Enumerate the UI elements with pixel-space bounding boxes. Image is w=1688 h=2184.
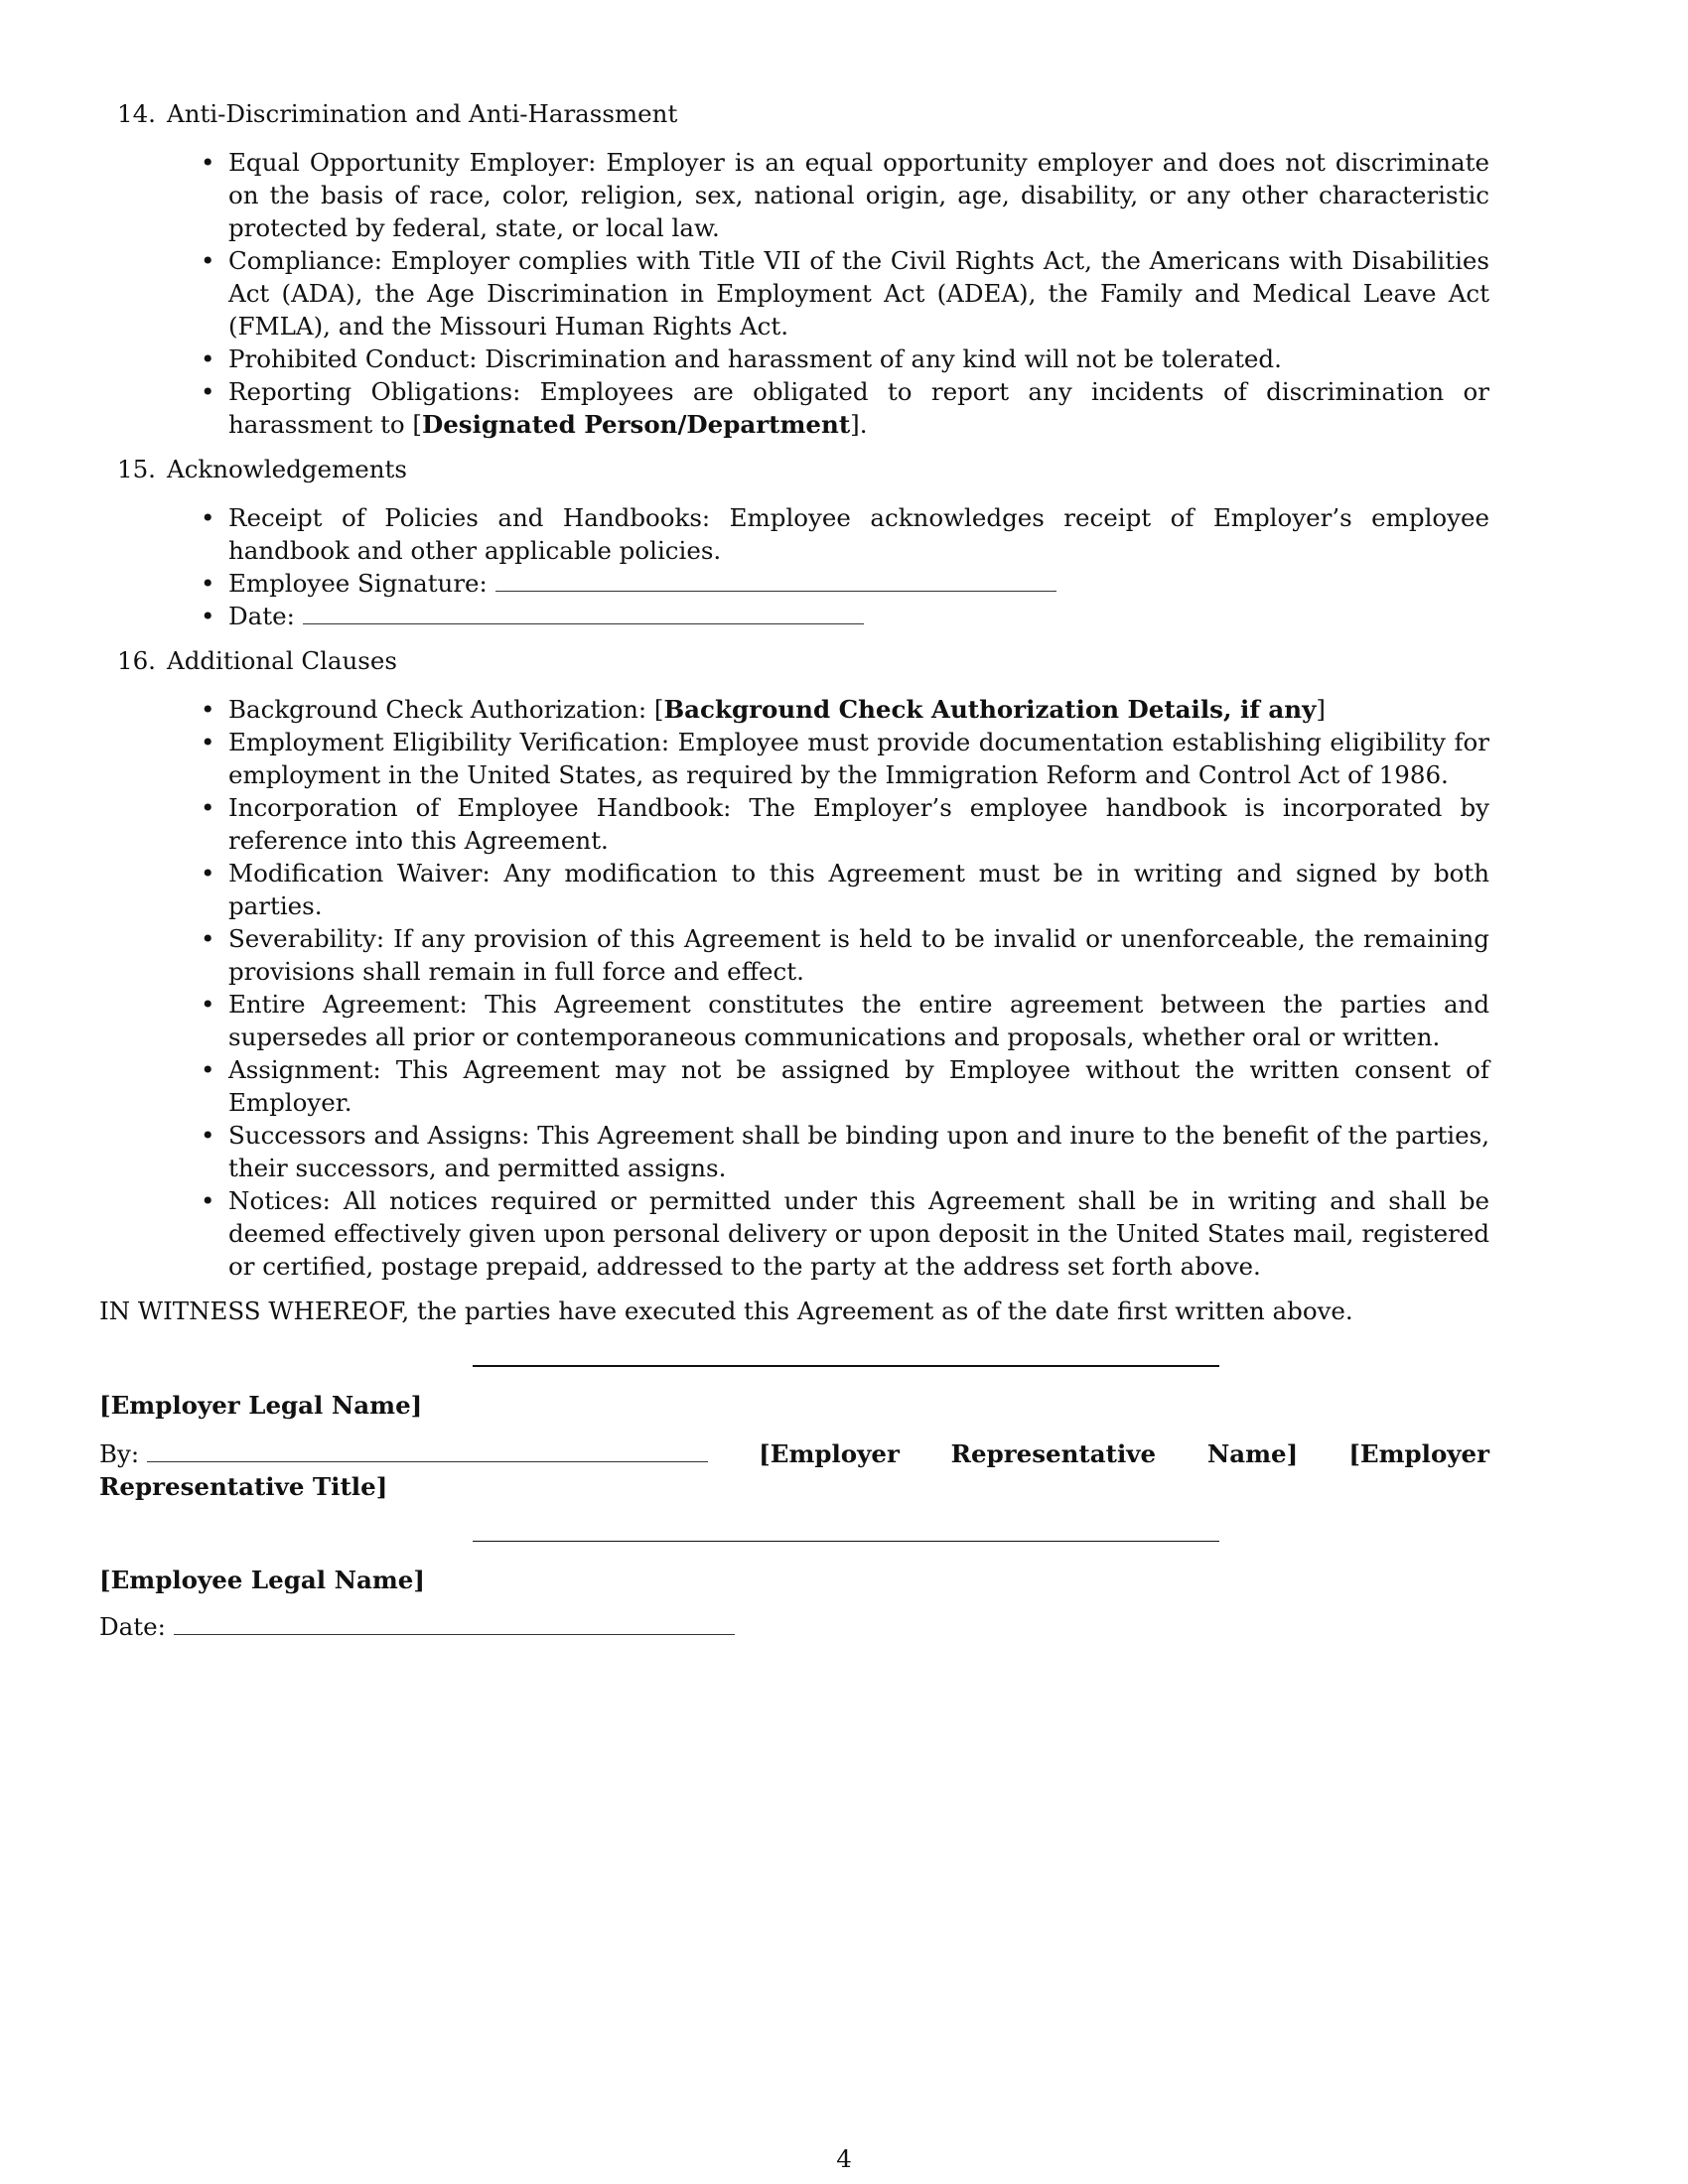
bullet-icon: • — [201, 728, 215, 756]
item-label: Severability: — [228, 924, 385, 953]
item-text: If any provision of this Agreement is held to be invalid or unenforceable, the remaining provisions shall remain in full force and effect. — [228, 924, 1489, 986]
item-label: Equal Opportunity Employer: — [228, 148, 597, 177]
section-heading — [99, 453, 1589, 485]
item-label: Modification Waiver: — [228, 859, 491, 887]
clause-list — [99, 146, 1589, 441]
bullet-icon: • — [201, 503, 215, 532]
employer-legal-name: [Employer Legal Name] — [99, 1391, 423, 1420]
section-16 — [99, 644, 1589, 1283]
employer-rep-title: [Employer Representative Title] — [99, 1439, 1490, 1501]
item-text: Discrimination and harassment of any kind will not be tolerated. — [485, 344, 1282, 373]
list-item — [99, 244, 1589, 342]
list-item — [99, 988, 1589, 1053]
section-number: 15. — [117, 455, 156, 483]
bullet-icon: • — [201, 1055, 215, 1084]
item-text: All notices required or permitted under this Agreement shall be in writing and shall be deemed effectively given upon personal delivery or upon deposit in the United States mail, registered or certified, postage prepaid, addressed to the party at the address set forth above. — [228, 1186, 1489, 1281]
section-title: Anti-Discrimination and Anti-Harassment — [167, 99, 678, 128]
list-item: • Reporting Obligations: Employees are obligated to report any incidents of discrimination or harassment to [Designated Person/Department]. — [201, 377, 1489, 439]
placeholder-field: Designated Person/Department — [421, 410, 851, 439]
list-item — [99, 1119, 1589, 1184]
item-suffix: . — [859, 410, 868, 439]
item-label: Employee Signature: — [228, 569, 488, 598]
page-number: 4 — [836, 2144, 852, 2173]
section-heading — [99, 97, 1589, 130]
item-text: Employer complies with Title VII of the Civil Rights Act, the Americans with Disabilities Act (ADA), the Age Discrimination in Employment Act (ADEA), the Family and Medical Leave Act (FMLA), and the Missouri Human Rights Act. — [228, 246, 1489, 341]
bullet-icon: • — [201, 859, 215, 887]
item-label: Notices: — [228, 1186, 331, 1215]
item-label: Prohibited Conduct: — [228, 344, 478, 373]
bullet-icon: • — [201, 695, 215, 724]
list-item — [99, 726, 1589, 791]
item-text: This Agreement constitutes the entire agreement between the parties and supersedes all prior or contemporaneous communications and proposals, whether oral or written. — [228, 990, 1490, 1051]
section-number: 14. — [117, 99, 156, 128]
employee-legal-name: [Employee Legal Name] — [99, 1566, 425, 1594]
item-label: Date: — [228, 602, 295, 630]
employer-rep-name: [Employer Representative Name] — [759, 1439, 1299, 1468]
list-item — [99, 600, 1589, 632]
bullet-icon: • — [201, 377, 215, 406]
employer-by-field[interactable] — [147, 1460, 708, 1462]
list-item — [99, 146, 1589, 244]
item-label: Background Check Authorization: — [228, 695, 647, 724]
document-page — [99, 97, 1589, 1643]
section-number: 16. — [117, 646, 156, 675]
section-title: Acknowledgements — [167, 455, 407, 483]
employee-date-line — [99, 1610, 1589, 1643]
witness-statement: IN WITNESS WHEREOF, the parties have executed this Agreement as of the date first written above. — [99, 1297, 1353, 1325]
list-item — [99, 501, 1589, 567]
item-text: Employer is an equal opportunity employer and does not discriminate on the basis of race, color, religion, sex, national origin, age, disability, or any other characteristic protected by federal, state, or local law. — [228, 148, 1489, 242]
list-item — [99, 857, 1589, 922]
item-label: Incorporation of Employee Handbook: — [228, 793, 732, 822]
date-field[interactable] — [303, 622, 864, 624]
bullet-icon: • — [201, 569, 215, 598]
bullet-icon: • — [201, 924, 215, 953]
list-item — [99, 567, 1589, 600]
section-15 — [99, 453, 1589, 632]
employee-date-field[interactable] — [174, 1633, 735, 1635]
bullet-icon: • — [201, 344, 215, 373]
item-label: Compliance: — [228, 246, 382, 275]
item-text: Any modification to this Agreement must be in writing and signed by both parties. — [228, 859, 1490, 920]
clause-list — [99, 501, 1589, 632]
employee-signature-line[interactable] — [473, 1541, 1219, 1542]
item-text: Employee must provide documentation establishing eligibility for employment in the United States, as required by the Immigration Reform and Control Act of 1986. — [228, 728, 1489, 789]
bullet-icon: • — [201, 990, 215, 1019]
placeholder-field: Background Check Authorization Details, if any — [663, 695, 1317, 724]
employee-signature-field[interactable] — [495, 590, 1056, 592]
list-item — [99, 791, 1589, 857]
item-text: The Employer’s employee handbook is incorporated by reference into this Agreement. — [228, 793, 1489, 855]
employer-by-line — [99, 1437, 1589, 1503]
item-label: Receipt of Policies and Handbooks: — [228, 503, 711, 532]
list-item — [99, 922, 1589, 988]
section-heading — [99, 644, 1589, 677]
item-label: Employment Eligibility Verification: — [228, 728, 670, 756]
item-label: Reporting Obligations: — [228, 377, 521, 406]
item-text: This Agreement may not be assigned by Employee without the written consent of Employer. — [228, 1055, 1490, 1117]
section-14 — [99, 97, 1589, 441]
item-label: Assignment: — [228, 1055, 381, 1084]
bullet-icon: • — [201, 1121, 215, 1150]
bullet-icon: • — [201, 246, 215, 275]
list-item — [99, 1053, 1589, 1119]
item-label: Successors and Assigns: — [228, 1121, 530, 1150]
bullet-icon: • — [201, 1186, 215, 1215]
bullet-icon: • — [201, 148, 215, 177]
item-text: This Agreement shall be binding upon and inure to the benefit of the parties, their successors, and permitted assigns. — [228, 1121, 1489, 1182]
clause-list — [99, 693, 1589, 1283]
date-label: Date: — [99, 1612, 166, 1641]
employer-signature-line[interactable] — [473, 1365, 1219, 1367]
list-item — [99, 342, 1589, 375]
section-title: Additional Clauses — [167, 646, 397, 675]
by-label: By: — [99, 1439, 140, 1468]
item-label: Entire Agreement: — [228, 990, 468, 1019]
bullet-icon: • — [201, 793, 215, 822]
item-text: Employees are obligated to report any incidents of discrimination or harassment to — [228, 377, 1489, 439]
bullet-icon: • — [201, 602, 215, 630]
list-item: • Background Check Authorization: [Background Check Authorization Details, if any] — [201, 695, 1326, 724]
item-text: Employee acknowledges receipt of Employer’s employee handbook and other applicable policies. — [228, 503, 1489, 565]
list-item — [99, 1184, 1589, 1283]
